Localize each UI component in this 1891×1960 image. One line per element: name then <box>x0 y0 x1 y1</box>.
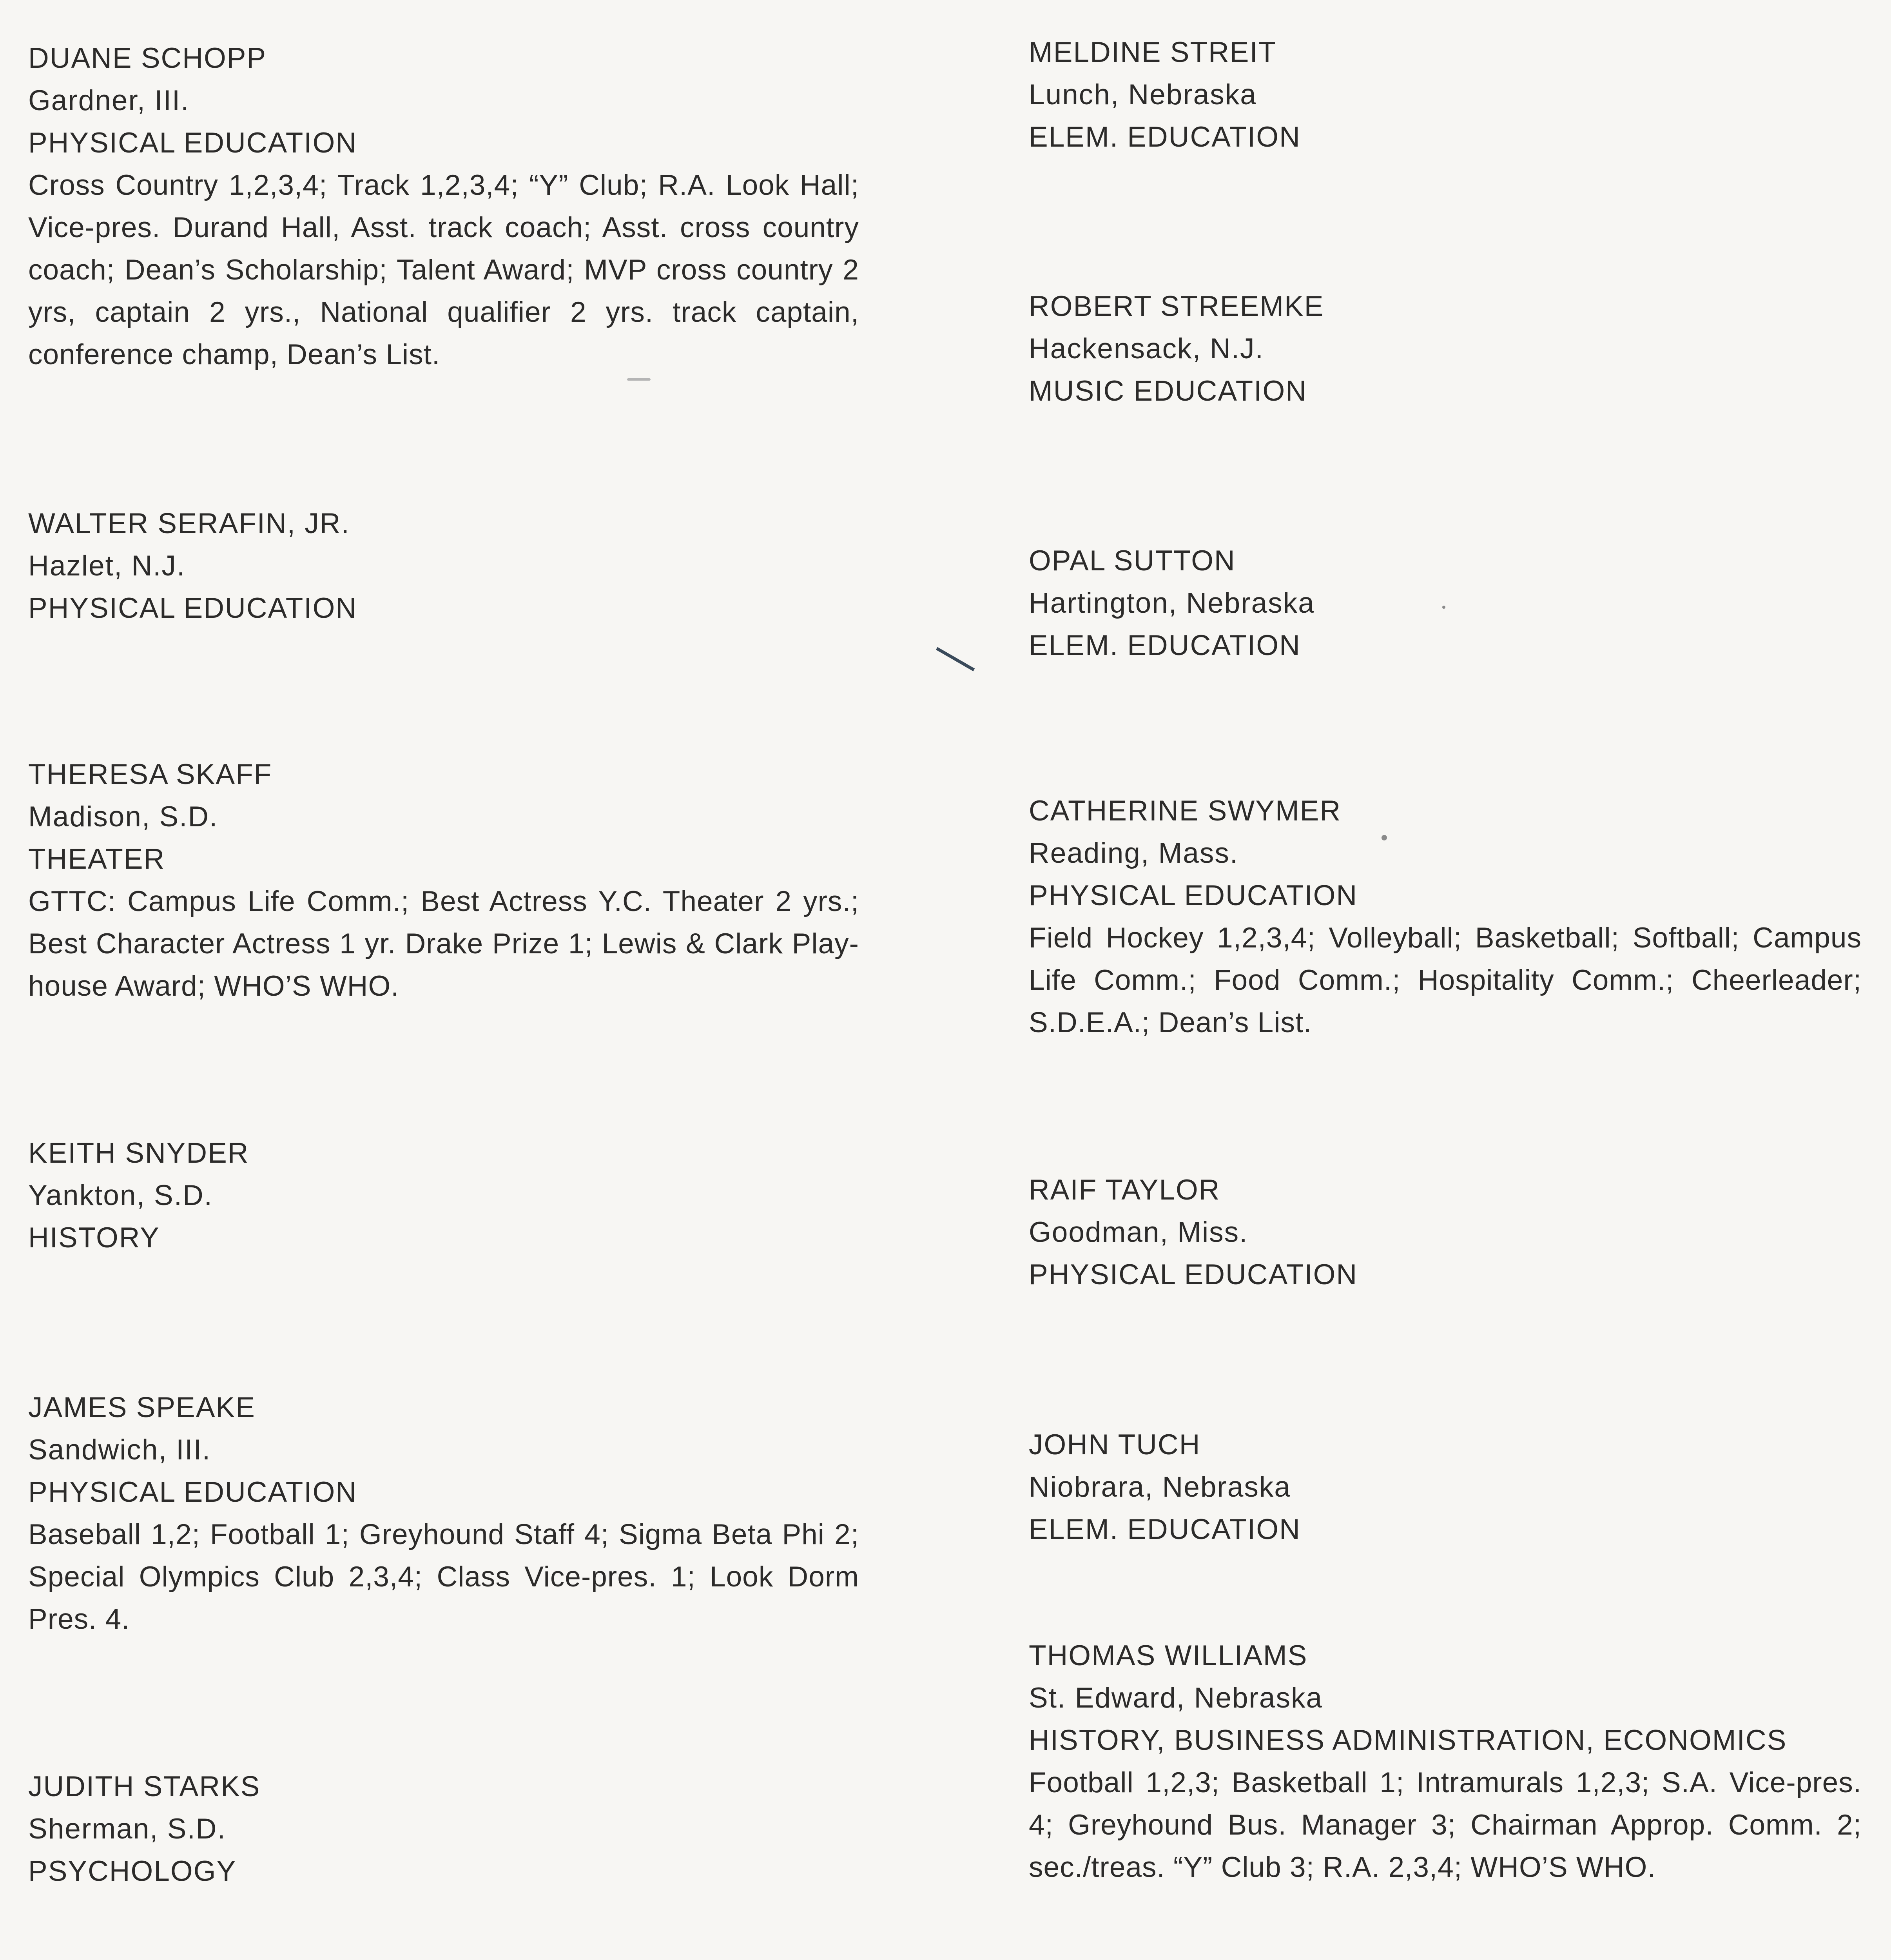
student-name: MELDINE STREIT <box>1029 36 1277 68</box>
entry-theresa-skaff <box>28 753 859 1007</box>
activities: GTTC: Campus Life Comm.; Best Actress Y.C. Theater 2 yrs.; Best Character Actress 1 yr. Drake Prize 1; Lewis & Clark Play-house Award; WHO’S WHO. <box>28 886 859 1002</box>
student-name: JAMES SPEAKE <box>28 1392 256 1423</box>
major: HISTORY <box>28 1222 160 1254</box>
hometown: Hazlet, N.J. <box>28 550 186 582</box>
student-name: ROBERT STREEMKE <box>1029 290 1324 322</box>
hometown: Madison, S.D. <box>28 801 218 833</box>
major: PHYSICAL EDUCATION <box>28 1476 357 1508</box>
hometown: Niobrara, Nebraska <box>1029 1471 1291 1503</box>
student-name: THOMAS WILLIAMS <box>1029 1640 1308 1671</box>
major: THEATER <box>28 843 165 875</box>
hometown: Gardner, III. <box>28 85 190 116</box>
student-name: KEITH SNYDER <box>28 1137 249 1169</box>
student-name: JOHN TUCH <box>1029 1429 1201 1461</box>
hometown: Goodman, Miss. <box>1029 1216 1248 1248</box>
major: PHYSICAL EDUCATION <box>1029 1259 1358 1290</box>
entry-keith-snyder <box>28 1132 859 1259</box>
entry-meldine-streit <box>1029 31 1862 158</box>
scan-speck <box>627 378 651 381</box>
hometown: Hackensack, N.J. <box>1029 333 1264 365</box>
student-name: DUANE SCHOPP <box>28 42 267 74</box>
student-name: JUDITH STARKS <box>28 1771 261 1802</box>
student-name: RAIF TAYLOR <box>1029 1174 1220 1206</box>
activities: Field Hockey 1,2,3,4; Volleyball; Basketball; Softball; Campus Life Comm.; Food Comm.; Hospitality Comm.; Cheerleader; S.D.E.A.; Dean’s List. <box>1029 922 1862 1038</box>
entry-raif-taylor <box>1029 1169 1862 1296</box>
hometown: Sandwich, III. <box>28 1434 211 1466</box>
entry-james-speake <box>28 1387 859 1641</box>
hometown: St. Edward, Nebraska <box>1029 1682 1323 1714</box>
entry-walter-serafin <box>28 503 859 630</box>
hometown: Reading, Mass. <box>1029 837 1239 869</box>
hometown: Hartington, Nebraska <box>1029 587 1315 619</box>
hometown: Lunch, Nebraska <box>1029 79 1257 111</box>
hometown: Sherman, S.D. <box>28 1813 226 1845</box>
activities: Cross Country 1,2,3,4; Track 1,2,3,4; “Y” Club; R.A. Look Hall; Vice-pres. Durand Hall, Asst. track coach; Asst. cross country coach; Dean’s Scholarship; Talent Award; MVP cross country 2 yrs, captain 2 yrs., National qualifier 2 yrs. track captain, conference champ, Dean’s List. <box>28 169 859 370</box>
entry-robert-streemke <box>1029 285 1862 412</box>
hometown: Yankton, S.D. <box>28 1180 213 1211</box>
entry-catherine-swymer <box>1029 790 1862 1044</box>
entry-opal-sutton <box>1029 540 1862 667</box>
student-name: WALTER SERAFIN, JR. <box>28 508 350 539</box>
major: ELEM. EDUCATION <box>1029 630 1301 661</box>
scan-speck <box>1442 606 1445 609</box>
entry-thomas-williams <box>1029 1635 1862 1889</box>
entry-judith-starks <box>28 1766 859 1893</box>
pen-mark <box>936 647 975 671</box>
entry-john-tuch <box>1029 1424 1862 1551</box>
activities: Football 1,2,3; Basketball 1; Intramurals 1,2,3; S.A. Vice-pres. 4; Greyhound Bus. Manager 3; Chairman Approp. Comm. 2; sec./treas. “Y” Club 3; R.A. 2,3,4; WHO’S WHO. <box>1029 1767 1862 1883</box>
scan-speck <box>1382 835 1387 840</box>
major: PSYCHOLOGY <box>28 1855 237 1887</box>
student-name: OPAL SUTTON <box>1029 545 1236 577</box>
major: MUSIC EDUCATION <box>1029 375 1307 407</box>
major: PHYSICAL EDUCATION <box>28 592 357 624</box>
major: ELEM. EDUCATION <box>1029 121 1301 153</box>
major: PHYSICAL EDUCATION <box>28 127 357 159</box>
entry-duane-schopp <box>28 37 859 376</box>
student-name: CATHERINE SWYMER <box>1029 795 1342 827</box>
major: HISTORY, BUSINESS ADMINISTRATION, ECONOMICS <box>1029 1724 1787 1756</box>
major: PHYSICAL EDUCATION <box>1029 880 1358 911</box>
major: ELEM. EDUCATION <box>1029 1514 1301 1545</box>
student-name: THERESA SKAFF <box>28 759 272 790</box>
activities: Baseball 1,2; Football 1; Greyhound Staff 4; Sigma Beta Phi 2; Special Olympics Club 2,3,4; Class Vice-pres. 1; Look Dorm Pres. 4. <box>28 1519 859 1635</box>
